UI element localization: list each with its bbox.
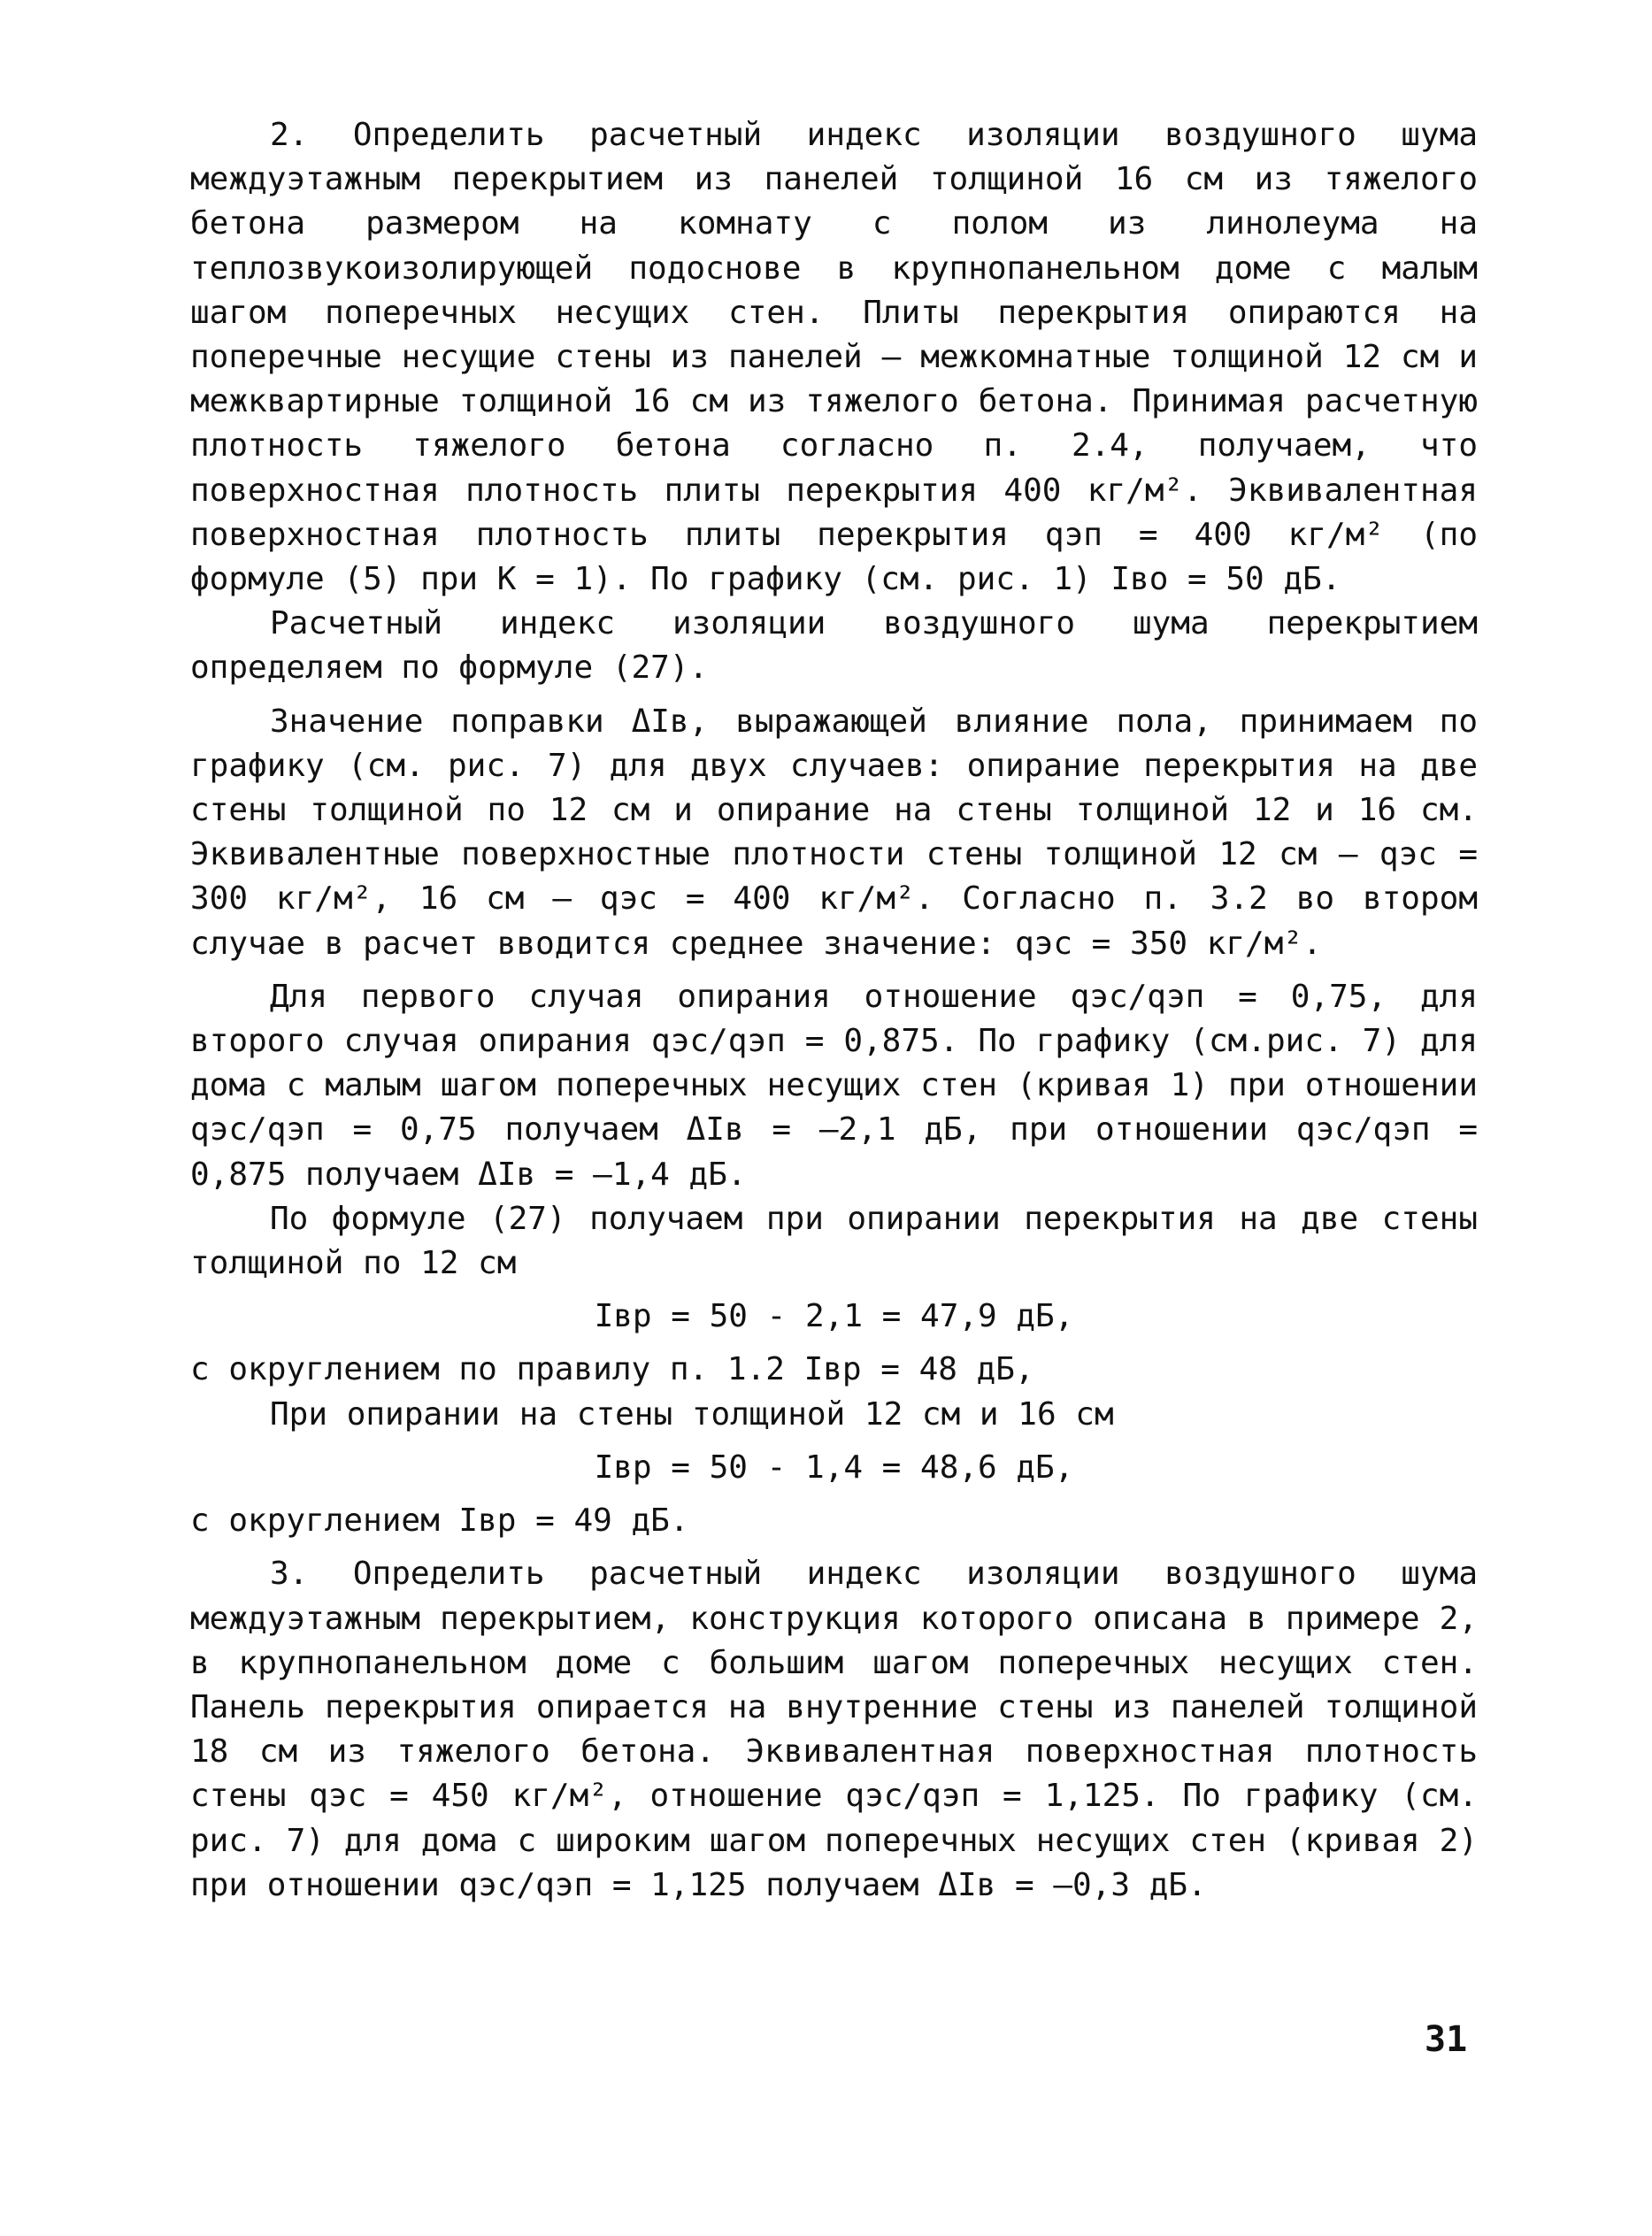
formula-case-2: Iвр = 50 - 1,4 = 48,6 дБ, (594, 1448, 1074, 1486)
paragraph-example-2: 2. Определить расчетный индекс изоляции воздушного шума междуэтажным перекрытием из панелей толщиной 16 см из тяжелого бетона размером на комнату с полом из линолеума на теплозвукоизолирующей подоснове в крупнопанельном доме с малым шагом поперечных несущих стен. Плиты перекрытия опираются на поперечные несущие стены из панелей – межкомнатные толщиной 12 см и межквартирные толщиной 16 см из тяжелого бетона. Принимая расчетную плотность тяжелого бетона согласно п. 2.4, получаем, что поверхностная плотность плиты перекрытия 400 кг/м². Эквивалентная поверхностная плотность плиты перекрытия qэп = 400 кг/м² (по формуле (5) при K = 1). По графику (см. рис. 1) Iво = 50 дБ. (190, 117, 1478, 598)
body-text (190, 113, 1478, 1908)
paragraph-rounding-2: с округлением Iвр = 49 дБ. (190, 1502, 689, 1540)
paragraph-example-3: 3. Определить расчетный индекс изоляции воздушного шума междуэтажным перекрытием, конструкция которого описана в примере 2, в крупнопанельном доме с большим шагом поперечных несущих стен. Панель перекрытия опирается на внутренние стены из панелей толщиной 18 см из тяжелого бетона. Эквивалентная поверхностная плотность стены qэс = 450 кг/м², отношение qэс/qэп = 1,125. По графику (см. рис. 7) для дома с широким шагом поперечных несущих стен (кривая 2) при отношении qэс/qэп = 1,125 получаем ΔIв = –0,3 дБ. (190, 1556, 1478, 1903)
formula-case-1: Iвр = 50 - 2,1 = 47,9 дБ, (594, 1298, 1074, 1335)
paragraph-result-intro: По формуле (27) получаем при опирании перекрытия на две стены толщиной по 12 см (190, 1200, 1478, 1282)
paragraph-rounding-1: с округлением по правилу п. 1.2 Iвр = 48 дБ, (190, 1351, 1034, 1388)
page-number: 31 (1425, 2019, 1468, 2060)
paragraph-floor-correction: Значение поправки ΔIв, выражающей влияние пола, принимаем по графику (см. рис. 7) для двух случаев: опирание перекрытия на две стены толщиной по 12 см и опирание на стены толщиной 12 и 16 см. Эквивалентные поверхностные плотности стены толщиной 12 см – qэс = 300 кг/м², 16 см – qэс = 400 кг/м². Согласно п. 3.2 во втором случае в расчет вводится среднее значение: qэс = 350 кг/м². (190, 703, 1478, 962)
paragraph-case-2: При опирании на стены толщиной 12 см и 16 см (270, 1395, 1114, 1433)
paragraph-formula-27: Расчетный индекс изоляции воздушного шума перекрытием определяем по формуле (27). (190, 605, 1478, 687)
paragraph-ratio-cases: Для первого случая опирания отношение qэс/qэп = 0,75, для второго случая опирания qэс/qэп = 0,875. По графику (см.рис. 7) для дома с малым шагом поперечных несущих стен (кривая 1) при отношении qэс/qэп = 0,75 получаем ΔIв = –2,1 дБ, при отношении qэс/qэп = 0,875 получаем ΔIв = –1,4 дБ. (190, 978, 1478, 1193)
